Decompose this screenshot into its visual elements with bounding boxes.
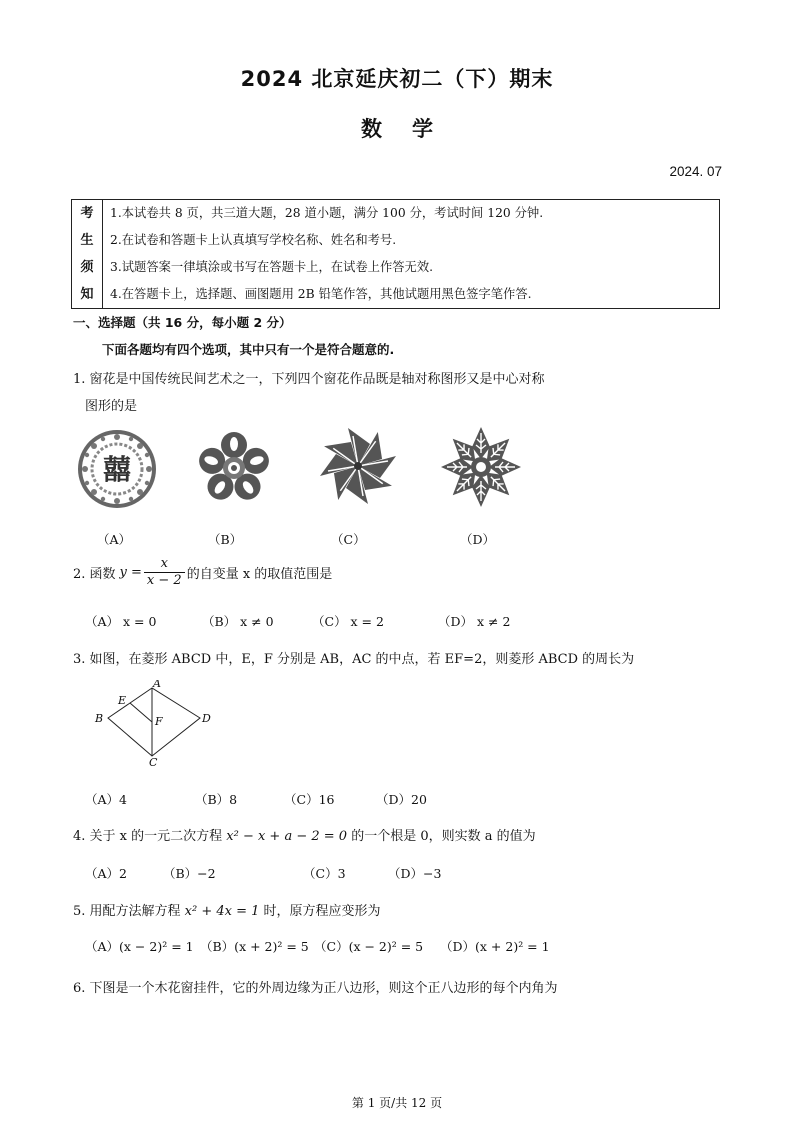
label-d: D	[202, 712, 211, 725]
paper-cut-a-image	[76, 428, 158, 510]
question-5-text	[73, 900, 381, 919]
page-footer: 第 1 页/共 12 页	[351, 1096, 443, 1110]
q2-prefix: 2. 函数	[73, 567, 116, 582]
notice-item: 2.在试卷和答题卡上认真填写学校名称、姓名和考号.	[110, 233, 397, 247]
paper-cut-d-image	[438, 424, 524, 510]
question-3-text: 3. 如图，在菱形 ABCD 中，E，F 分别是 AB，AC 的中点，若 EF=2，则菱形 ABCD 的周长为	[73, 652, 635, 667]
question-4-text	[73, 825, 536, 844]
q1-label-d: （D）	[460, 532, 496, 547]
q5-option-b: （B）(x + 2)² = 5	[200, 939, 309, 954]
q2-y-eq: y =	[119, 565, 142, 580]
q5-option-d: （D）(x + 2)² = 1	[440, 939, 550, 954]
notice-side-char: 考	[80, 206, 94, 221]
q3-option-b: （B）8	[195, 792, 238, 807]
q4-text-b: 的一个根是 0，则实数 a 的值为	[347, 829, 536, 844]
exam-date: 2024. 07	[669, 164, 722, 179]
q4-option-a: （A）2	[85, 866, 127, 881]
q1-label-a: （A）	[97, 532, 132, 547]
q2-option-a: （A） x = 0	[85, 614, 157, 629]
paper-cut-b-image	[196, 430, 272, 506]
paper-cut-c-image	[316, 424, 400, 508]
q3-option-c: （C）16	[284, 792, 335, 807]
q4-equation: x² − x + a − 2 = 0	[226, 829, 348, 844]
notice-table	[71, 199, 720, 309]
label-c: C	[149, 756, 158, 768]
label-a: A	[153, 680, 161, 690]
q1-label-b: （B）	[208, 532, 243, 547]
q2-suffix: 的自变量 x 的取值范围是	[186, 567, 333, 582]
q5-option-a: （A）(x − 2)² = 1	[85, 939, 194, 954]
exam-title: 2024 北京延庆初二（下）期末	[240, 67, 554, 91]
label-e: E	[118, 694, 127, 707]
q2-option-b: （B） x ≠ 0	[202, 614, 274, 629]
q5-text-b: 时，原方程应变形为	[259, 904, 381, 919]
notice-side-char: 生	[80, 233, 94, 248]
q3-option-a: （A）4	[85, 792, 127, 807]
q2-option-c: （C） x = 2	[312, 614, 384, 629]
question-1-text: 1. 窗花是中国传统民间艺术之一，下列四个窗花作品既是轴对称图形又是中心对称	[73, 372, 545, 387]
notice-item: 4.在答题卡上，选择题、画图题用 2B 铅笔作答，其他试题用黑色签字笔作答.	[110, 287, 532, 301]
notice-side-char: 须	[80, 260, 94, 275]
notice-item: 3.试题答案一律填涂或书写在答题卡上，在试卷上作答无效.	[110, 260, 434, 274]
notice-item: 1.本试卷共 8 页，共三道大题，28 道小题，满分 100 分，考试时间 120 分钟.	[110, 206, 544, 220]
rhombus-figure	[90, 680, 220, 768]
q5-option-c: （C）(x − 2)² = 5	[314, 939, 424, 954]
label-f: F	[155, 715, 163, 728]
q2-denominator: x − 2	[146, 573, 182, 588]
question-1-text-cont: 图形的是	[85, 399, 138, 414]
subject-title: 数学	[361, 117, 463, 141]
notice-items	[103, 200, 720, 309]
section-heading: 一、选择题（共 16 分，每小题 2 分）	[73, 315, 292, 330]
paper-cut-a-glyph: 囍	[102, 453, 132, 486]
q5-equation: x² + 4x = 1	[184, 904, 260, 919]
q4-text-a: 4. 关于 x 的一元二次方程	[73, 829, 227, 844]
notice-side	[72, 200, 103, 309]
notice-side-char: 知	[80, 287, 94, 302]
q2-option-d: （D） x ≠ 2	[438, 614, 511, 629]
q4-option-b: （B）−2	[163, 866, 216, 881]
q5-text-a: 5. 用配方法解方程	[73, 904, 185, 919]
q4-option-d: （D）−3	[388, 866, 442, 881]
section-instruction: 下面各题均有四个选项，其中只有一个是符合题意的.	[102, 342, 395, 357]
q3-option-d: （D）20	[376, 792, 427, 807]
q4-option-c: （C）3	[303, 866, 346, 881]
label-b: B	[95, 712, 104, 725]
q2-fraction	[144, 556, 185, 589]
q2-numerator: x	[144, 556, 185, 573]
question-6-text: 6. 下图是一个木花窗挂件，它的外周边缘为正八边形，则这个正八边形的每个内角为	[73, 981, 558, 996]
q1-label-c: （C）	[331, 532, 366, 547]
question-2-text	[73, 556, 332, 589]
